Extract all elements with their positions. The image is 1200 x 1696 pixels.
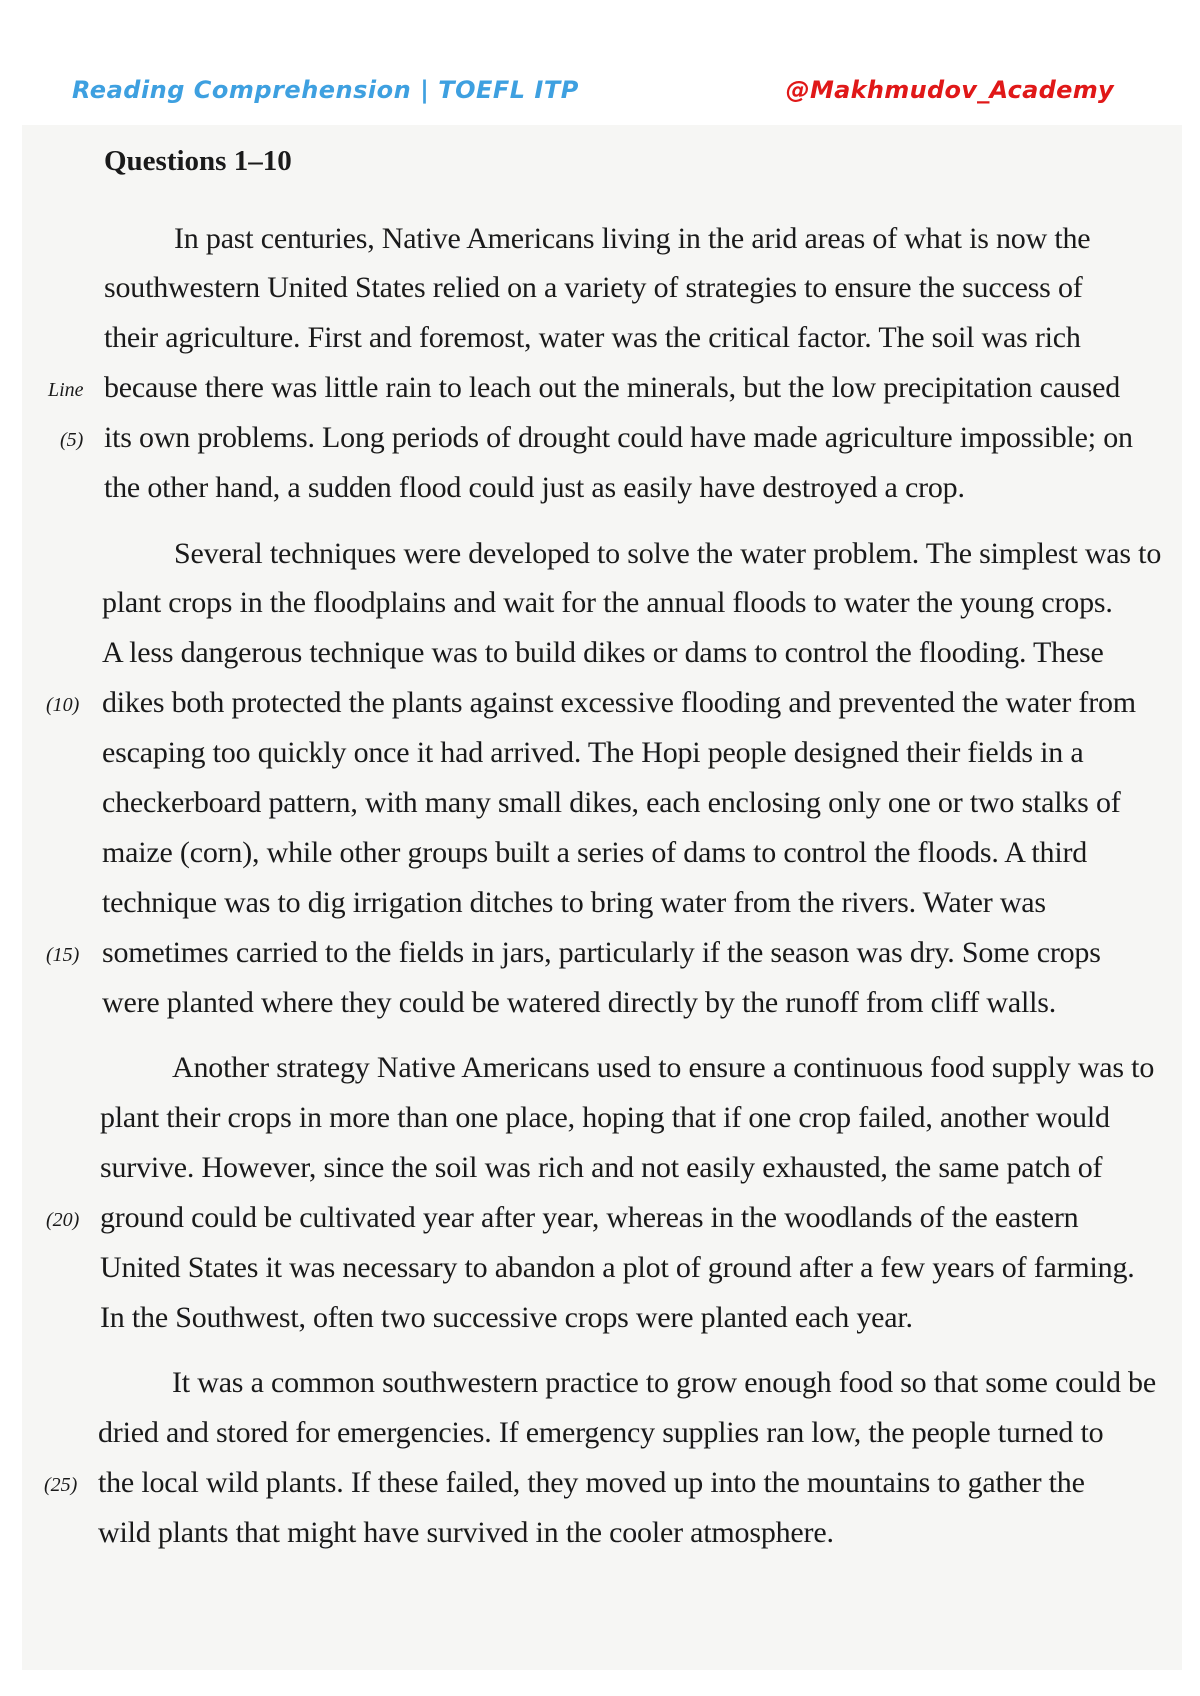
passage-line: ground could be cultivated year after year, whereas in the woodlands of the eastern bbox=[100, 1201, 1079, 1234]
header-subject: Reading Comprehension | TOEFL ITP bbox=[72, 76, 579, 104]
passage-line: dried and stored for emergencies. If emergency supplies ran low, the people turned to bbox=[98, 1416, 1104, 1449]
passage-line: the local wild plants. If these failed, they moved up into the mountains to gather the bbox=[98, 1466, 1085, 1499]
passage-line: sometimes carried to the fields in jars, particularly if the season was dry. Some crops bbox=[102, 936, 1101, 969]
passage-line: checkerboard pattern, with many small dikes, each enclosing only one or two stalks of bbox=[102, 786, 1121, 819]
passage-line: were planted where they could be watered directly by the runoff from cliff walls. bbox=[102, 986, 1056, 1019]
passage-line: its own problems. Long periods of drought could have made agriculture impossible; on bbox=[104, 421, 1133, 454]
passage-line: escaping too quickly once it had arrived. The Hopi people designed their fields in a bbox=[102, 736, 1084, 769]
line-marker: (15) bbox=[46, 944, 80, 966]
line-marker: (20) bbox=[46, 1209, 80, 1231]
passage-line: wild plants that might have survived in the cooler atmosphere. bbox=[98, 1516, 834, 1549]
passage-line: dikes both protected the plants against excessive flooding and prevented the water from bbox=[102, 686, 1136, 719]
passage-line: plant their crops in more than one place, hoping that if one crop failed, another would bbox=[100, 1101, 1110, 1134]
line-marker: (25) bbox=[44, 1474, 78, 1496]
page-header bbox=[0, 0, 1200, 125]
passage-line: In past centuries, Native Americans living in the arid areas of what is now the bbox=[174, 222, 1091, 255]
passage-line: maize (corn), while other groups built a series of dams to control the floods. A third bbox=[102, 836, 1088, 869]
passage-line: the other hand, a sudden flood could just as easily have destroyed a crop. bbox=[104, 471, 965, 504]
passage-line: United States it was necessary to abandon a plot of ground after a few years of farming. bbox=[100, 1251, 1135, 1284]
passage-line: technique was to dig irrigation ditches to bring water from the rivers. Water was bbox=[102, 886, 1046, 919]
passage-line: plant crops in the floodplains and wait for the annual floods to water the young crops. bbox=[102, 586, 1113, 619]
passage-line: Another strategy Native Americans used to ensure a continuous food supply was to bbox=[172, 1051, 1155, 1084]
line-marker: (5) bbox=[60, 429, 84, 451]
passage-line: because there was little rain to leach out the minerals, but the low precipitation caused bbox=[104, 371, 1120, 404]
passage-line: In the Southwest, often two successive crops were planted each year. bbox=[100, 1301, 913, 1334]
questions-title: Questions 1–10 bbox=[104, 145, 292, 177]
passage-line: southwestern United States relied on a variety of strategies to ensure the success of bbox=[104, 271, 1083, 304]
line-marker: Line bbox=[48, 379, 84, 401]
header-handle: @Makhmudov_Academy bbox=[785, 76, 1114, 104]
passage-line: It was a common southwestern practice to grow enough food so that some could be bbox=[172, 1366, 1156, 1399]
scanned-page bbox=[22, 125, 1182, 1670]
passage-line: their agriculture. First and foremost, water was the critical factor. The soil was rich bbox=[104, 321, 1081, 354]
line-marker: (10) bbox=[46, 694, 80, 716]
passage-line: Several techniques were developed to solve the water problem. The simplest was to bbox=[174, 537, 1162, 570]
passage-line: survive. However, since the soil was rich and not easily exhausted, the same patch of bbox=[100, 1151, 1103, 1184]
passage-line: A less dangerous technique was to build dikes or dams to control the flooding. These bbox=[102, 636, 1104, 669]
